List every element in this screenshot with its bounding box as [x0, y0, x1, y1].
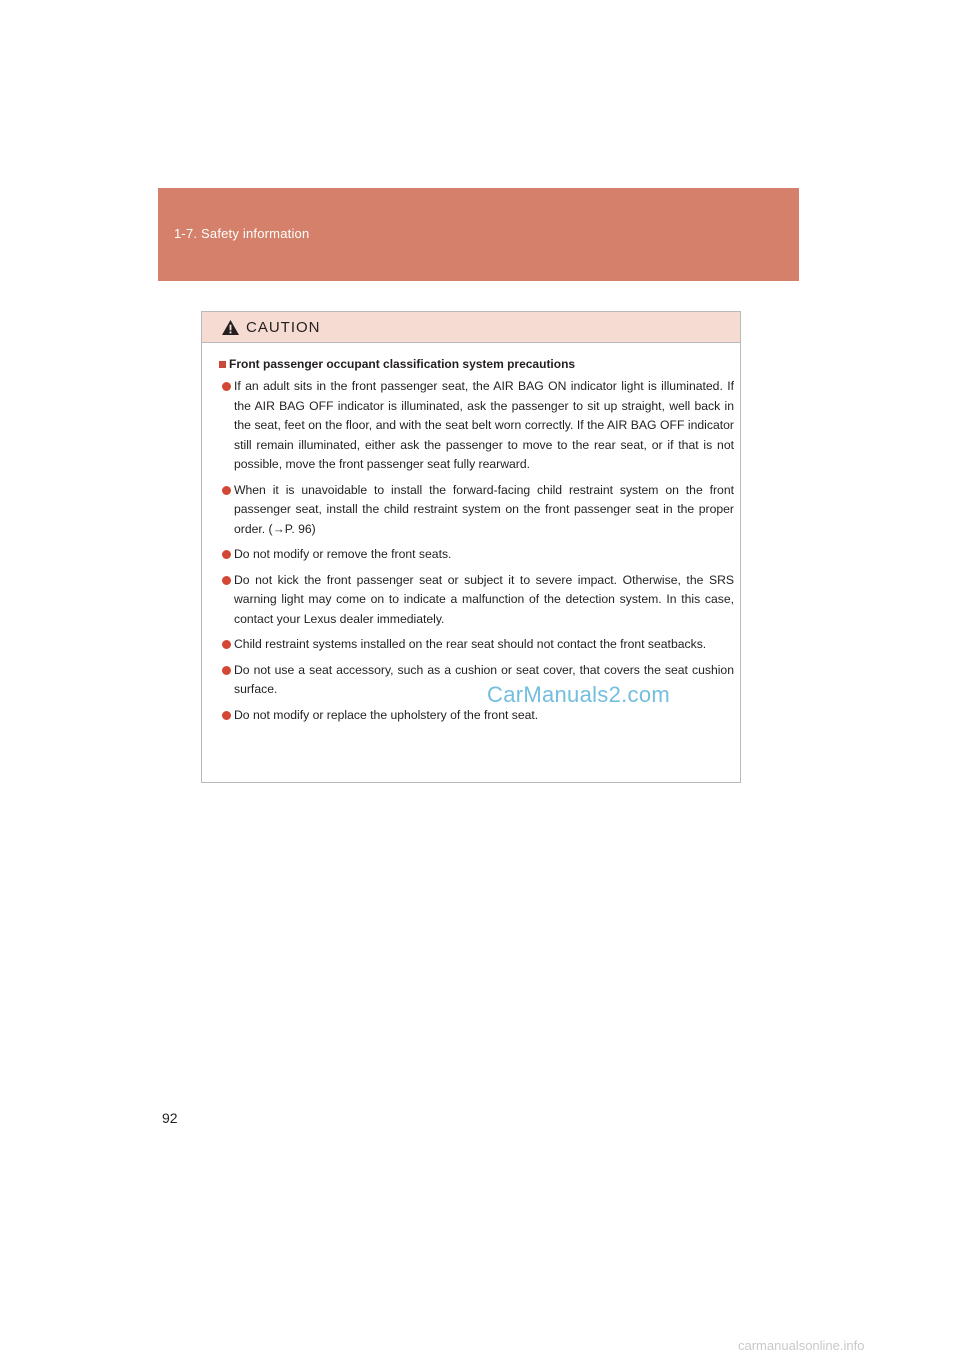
- list-item-text: Do not use a seat accessory, such as a cushion or seat cover, that covers the seat cushion surface.: [234, 662, 734, 696]
- caution-subhead-text: Front passenger occupant classification system precautions: [229, 357, 576, 371]
- section-title: 1-7. Safety information: [174, 226, 310, 241]
- warning-icon: [221, 319, 240, 336]
- caution-header: [202, 312, 740, 343]
- square-bullet-icon: [219, 361, 226, 368]
- circle-bullet-icon: [222, 666, 231, 675]
- list-item: [219, 706, 734, 726]
- page-number: 92: [162, 1110, 178, 1126]
- list-item: [219, 377, 734, 475]
- list-item-text: Do not kick the front passenger seat or subject it to severe impact. Otherwise, the SRS warning light may come on to indicate a malfunction of the detection system. In this case, contact your Lexus dealer immediately.: [234, 572, 734, 626]
- list-item: [219, 571, 734, 630]
- caution-box: [201, 311, 741, 783]
- list-item-text: When it is unavoidable to install the forward-facing child restraint system on the front passenger seat, install the child restraint system on the front passenger seat in the proper order. (→P. 96): [234, 482, 734, 536]
- list-item: [219, 481, 734, 540]
- list-item: [219, 635, 734, 655]
- list-item-text: Do not modify or replace the upholstery of the front seat.: [234, 707, 539, 722]
- circle-bullet-icon: [222, 382, 231, 391]
- caution-bullet-list: [219, 377, 734, 725]
- circle-bullet-icon: [222, 550, 231, 559]
- footer-watermark-link[interactable]: carmanualsonline.info: [738, 1338, 865, 1353]
- circle-bullet-icon: [222, 486, 231, 495]
- circle-bullet-icon: [222, 711, 231, 720]
- list-item-text: If an adult sits in the front passenger seat, the AIR BAG ON indicator light is illuminated. If the AIR BAG OFF indicator is illuminated, ask the passenger to sit up straight, well back in the seat, feet on the floor, and with the seat belt worn correctly. If the AIR BAG OFF indicator still remain illuminated, either ask the passenger to move to the rear seat, or if that is not possible, move the front passenger seat fully rearward.: [234, 379, 734, 471]
- list-item-text: Child restraint systems installed on the rear seat should not contact the front seatbacks.: [234, 637, 707, 651]
- caution-subhead: [219, 356, 734, 373]
- caution-body: [202, 343, 740, 725]
- circle-bullet-icon: [222, 640, 231, 649]
- list-item: [219, 545, 734, 565]
- circle-bullet-icon: [222, 576, 231, 585]
- watermark-link[interactable]: CarManuals2.com: [487, 682, 671, 707]
- caution-label: CAUTION: [246, 319, 321, 336]
- list-item-text: Do not modify or remove the front seats.: [234, 547, 452, 561]
